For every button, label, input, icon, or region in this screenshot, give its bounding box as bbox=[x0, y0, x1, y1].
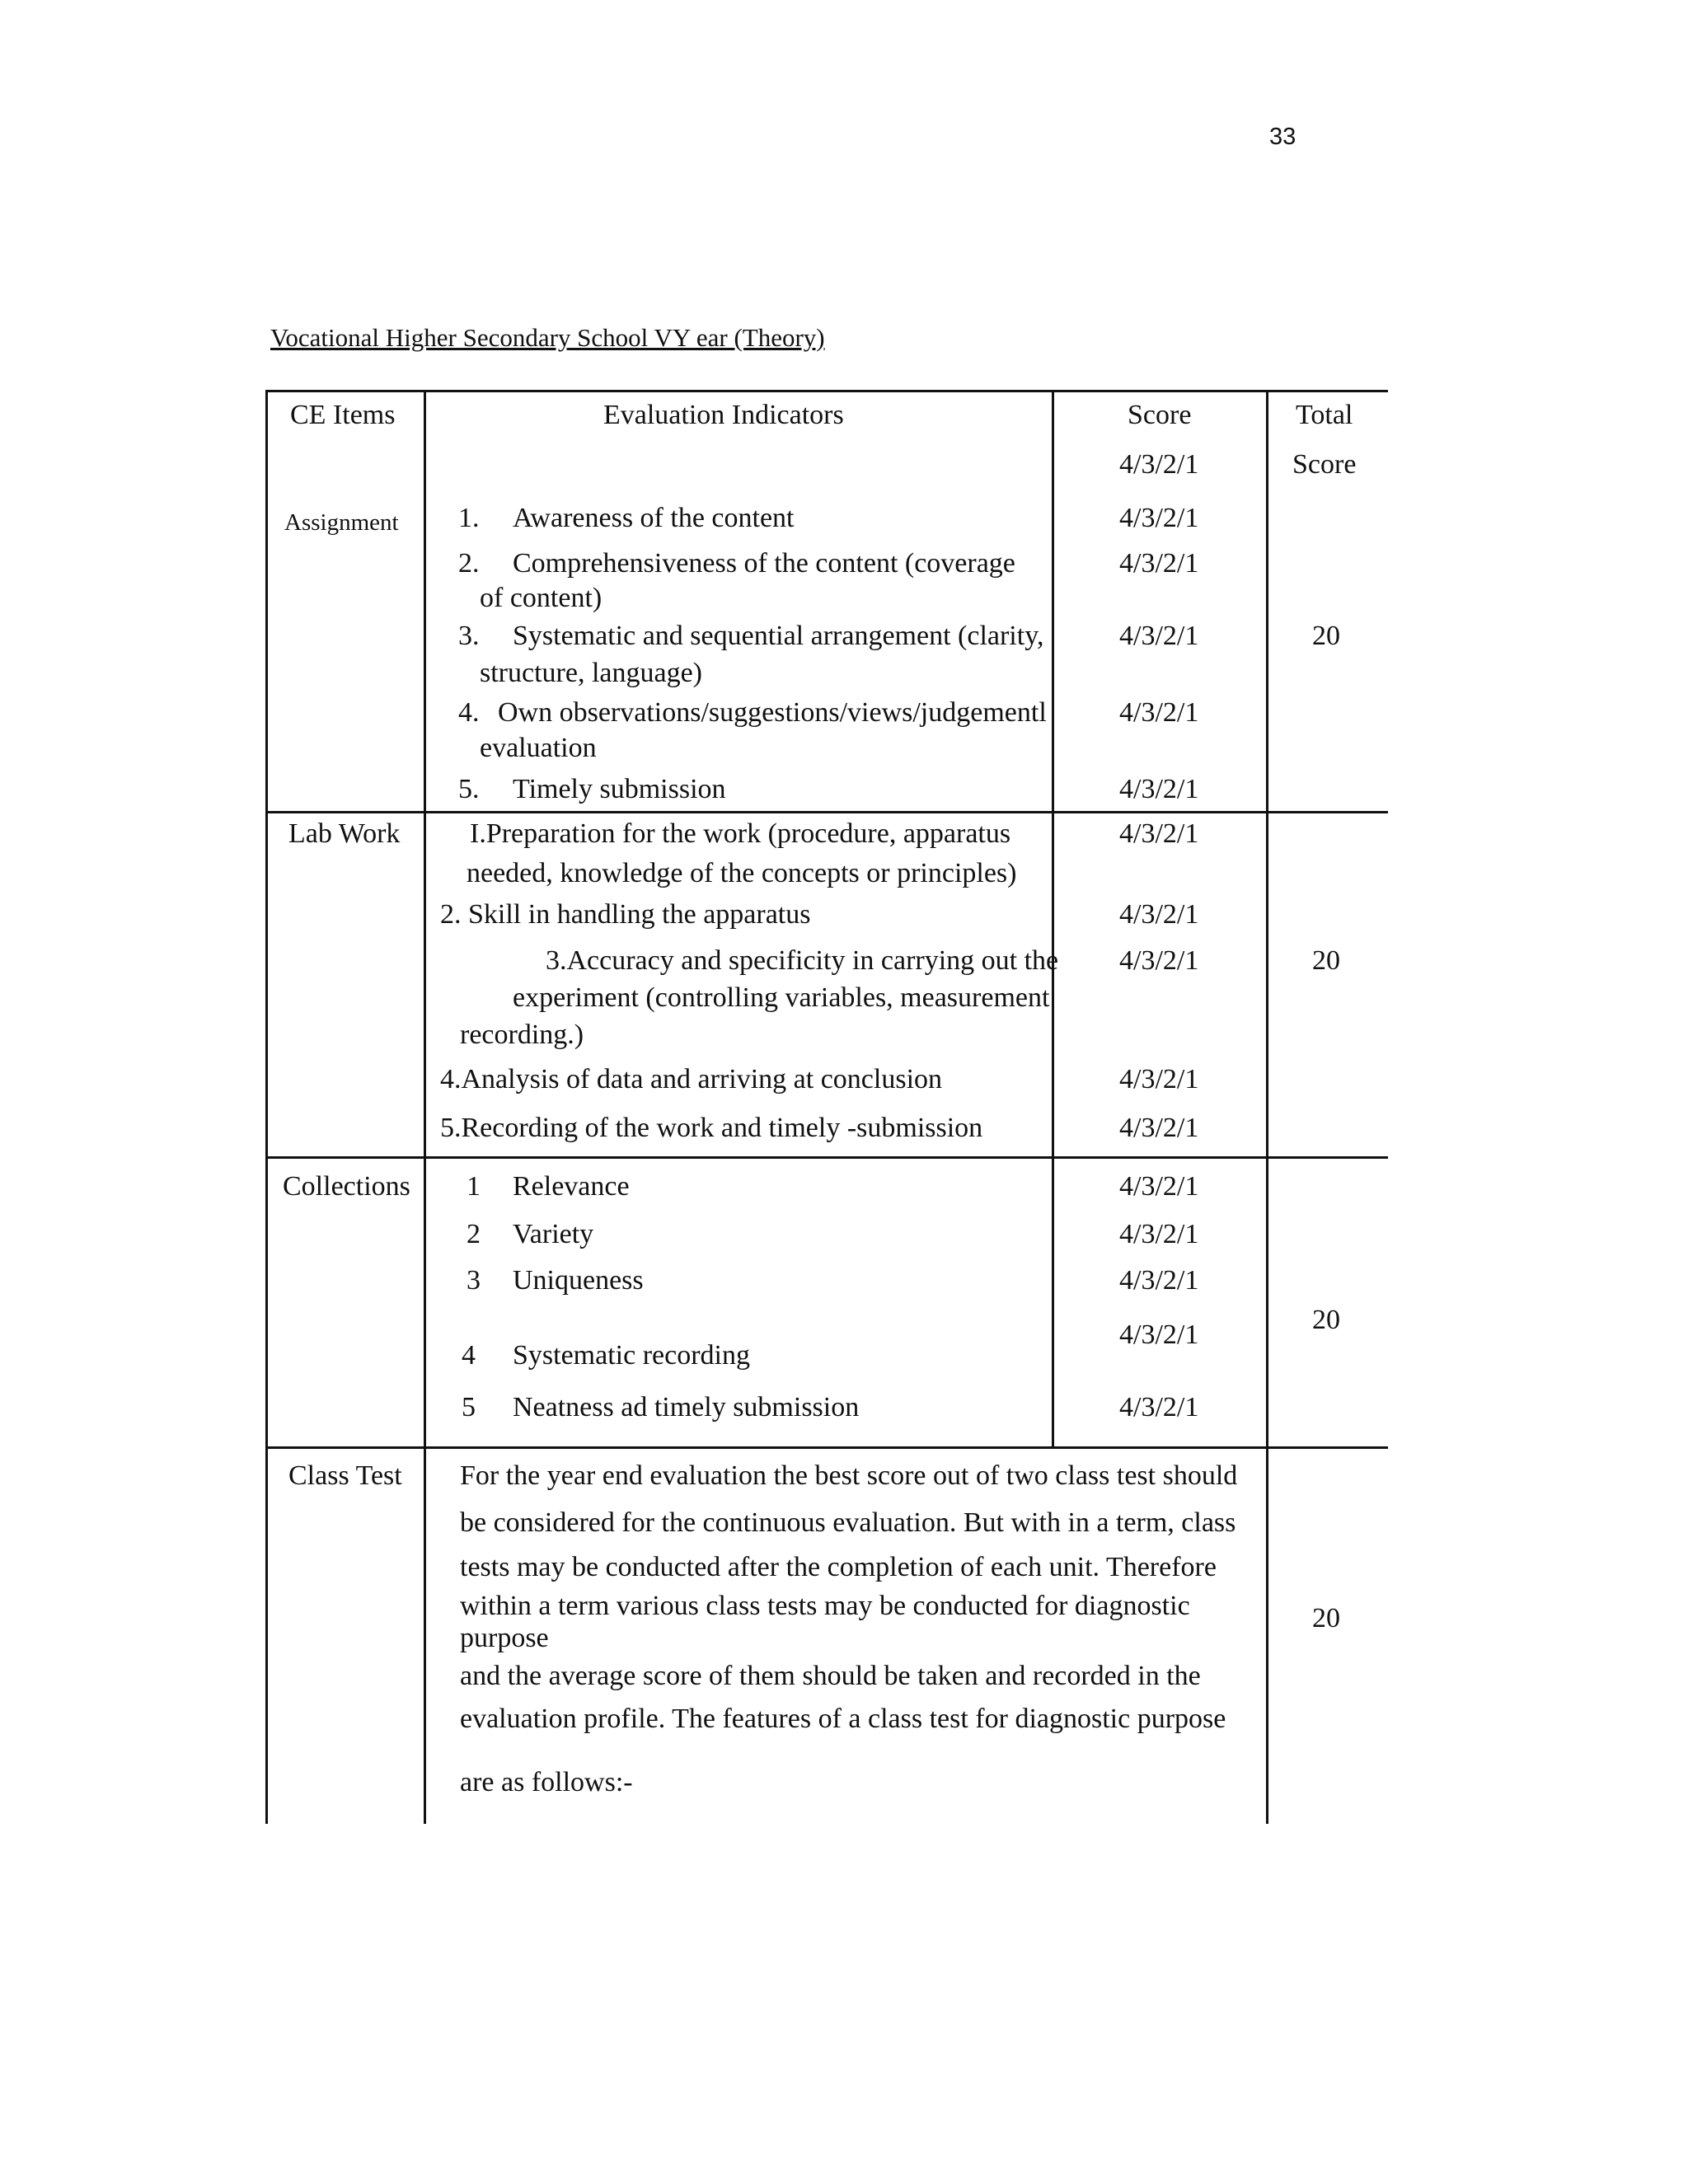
header-total-score: Score bbox=[1292, 449, 1357, 480]
list-item: Relevance bbox=[513, 1171, 630, 1202]
list-item: Neatness ad timely submission bbox=[513, 1392, 860, 1422]
paragraph-line: are as follows:- bbox=[460, 1767, 633, 1797]
score-range: 4/3/2/1 bbox=[1119, 1171, 1199, 1202]
list-item: Comprehensiveness of the content (coverage bbox=[513, 548, 1015, 579]
total-score-class-test: 20 bbox=[1312, 1603, 1340, 1633]
document-title: Vocational Higher Secondary School VY ear (Theory) bbox=[270, 323, 825, 352]
list-item: Variety bbox=[513, 1219, 594, 1249]
col-divider-3 bbox=[1266, 390, 1268, 1824]
score-range: 4/3/2/1 bbox=[1119, 1219, 1199, 1249]
list-item-number: 1 bbox=[467, 1171, 481, 1202]
ce-item-class-test: Class Test bbox=[288, 1460, 402, 1491]
list-item-number: 3 bbox=[467, 1265, 481, 1296]
header-score: Score bbox=[1128, 400, 1192, 430]
list-item-continued: recording.) bbox=[460, 1019, 584, 1050]
total-score-collections: 20 bbox=[1312, 1305, 1340, 1335]
paragraph-line: and the average score of them should be taken and recorded in the bbox=[460, 1661, 1201, 1691]
score-range: 4/3/2/1 bbox=[1119, 503, 1199, 533]
list-item-number: 2 bbox=[467, 1219, 481, 1249]
col-divider-2 bbox=[1052, 390, 1054, 1449]
list-item: 2. Skill in handling the apparatus bbox=[440, 899, 811, 930]
list-item: Systematic recording bbox=[513, 1340, 750, 1371]
total-score-assignment: 20 bbox=[1312, 621, 1340, 651]
score-range: 4/3/2/1 bbox=[1119, 774, 1199, 804]
list-item: Timely submission bbox=[513, 774, 726, 804]
header-ce-items: CE Items bbox=[290, 400, 396, 430]
paragraph-line: within a term various class tests may be conducted for diagnostic bbox=[460, 1591, 1190, 1621]
list-item-number: 3. bbox=[458, 621, 480, 651]
header-evaluation-indicators: Evaluation Indicators bbox=[603, 400, 844, 430]
list-item-continued: experiment (controlling variables, measurement bbox=[513, 982, 1050, 1013]
list-item-number: 5. bbox=[458, 774, 480, 804]
list-item: 4.Analysis of data and arriving at conclusion bbox=[440, 1064, 943, 1094]
row-divider-labwork bbox=[265, 1156, 1388, 1159]
page-number: 33 bbox=[1269, 124, 1296, 150]
ce-item-assignment: Assignment bbox=[284, 509, 399, 536]
score-range: 4/3/2/1 bbox=[1119, 818, 1199, 849]
score-range: 4/3/2/1 bbox=[1119, 548, 1199, 579]
ce-item-lab-work: Lab Work bbox=[288, 818, 401, 849]
list-item: Systematic and sequential arrangement (clarity, bbox=[513, 621, 1044, 651]
paragraph-line: purpose bbox=[460, 1623, 549, 1653]
list-item-continued: evaluation bbox=[480, 733, 597, 763]
score-range: 4/3/2/1 bbox=[1119, 945, 1199, 976]
list-item-continued: needed, knowledge of the concepts or principles) bbox=[467, 858, 1017, 888]
score-range: 4/3/2/1 bbox=[1119, 1392, 1199, 1422]
table-top-border bbox=[265, 390, 1388, 392]
ce-item-collections: Collections bbox=[283, 1171, 410, 1202]
table-left-border bbox=[265, 390, 268, 1824]
list-item-number: 4 bbox=[462, 1340, 476, 1371]
score-range: 4/3/2/1 bbox=[1119, 1265, 1199, 1296]
list-item-number: 1. bbox=[458, 503, 480, 533]
header-score-range: 4/3/2/1 bbox=[1119, 449, 1199, 480]
list-item-number: 4. bbox=[458, 697, 480, 728]
header-total: Total bbox=[1296, 400, 1353, 430]
paragraph-line: For the year end evaluation the best score out of two class test should bbox=[460, 1460, 1238, 1491]
list-item: 3.Accuracy and specificity in carrying out the bbox=[546, 945, 1059, 976]
list-item: I.Preparation for the work (procedure, apparatus bbox=[470, 818, 1011, 849]
total-score-lab-work: 20 bbox=[1312, 945, 1340, 976]
score-range: 4/3/2/1 bbox=[1119, 1319, 1199, 1350]
col-divider-1 bbox=[424, 390, 426, 1824]
list-item: 5.Recording of the work and timely -submission bbox=[440, 1113, 983, 1143]
list-item: Awareness of the content bbox=[513, 503, 795, 533]
list-item-number: 5 bbox=[462, 1392, 476, 1422]
paragraph-line: be considered for the continuous evaluation. But with in a term, class bbox=[460, 1507, 1236, 1538]
score-range: 4/3/2/1 bbox=[1119, 899, 1199, 930]
paragraph-line: evaluation profile. The features of a class test for diagnostic purpose bbox=[460, 1704, 1226, 1734]
row-divider-assignment bbox=[265, 811, 1388, 813]
list-item: Own observations/suggestions/views/judgementl bbox=[498, 697, 1047, 728]
list-item: Uniqueness bbox=[513, 1265, 644, 1296]
score-range: 4/3/2/1 bbox=[1119, 697, 1199, 728]
row-divider-collections bbox=[265, 1446, 1388, 1449]
list-item-continued: of content) bbox=[480, 583, 603, 613]
score-range: 4/3/2/1 bbox=[1119, 621, 1199, 651]
list-item-continued: structure, language) bbox=[480, 658, 702, 688]
score-range: 4/3/2/1 bbox=[1119, 1113, 1199, 1143]
score-range: 4/3/2/1 bbox=[1119, 1064, 1199, 1094]
list-item-number: 2. bbox=[458, 548, 480, 579]
paragraph-line: tests may be conducted after the completion of each unit. Therefore bbox=[460, 1552, 1217, 1582]
